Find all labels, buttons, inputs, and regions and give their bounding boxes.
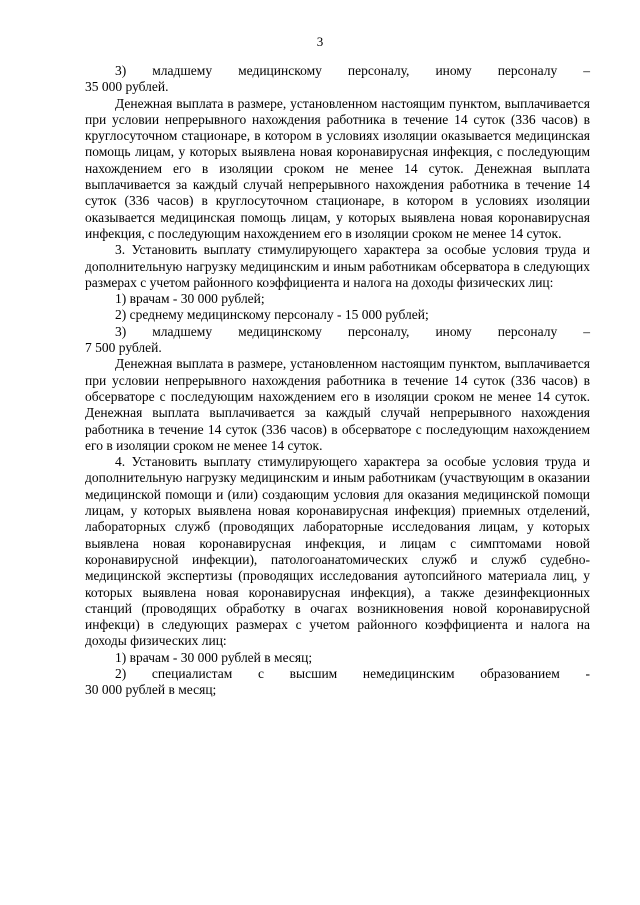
paragraph-7: 3) младшему медицинскому персоналу, иному персоналу – xyxy=(115,323,590,339)
paragraph-4: 3. Установить выплату стимулирующего характера за особые условия труда и дополнительную нагрузку медицинским и иным работникам обсерватора в следующих размерах с учетом районного коэффициента и налога на доходы физических лиц: xyxy=(85,242,590,290)
paragraph-12: 2) специалистам с высшим немедицинским образованием - xyxy=(115,665,590,681)
paragraph-2: 35 000 рублей. xyxy=(85,79,169,95)
paragraph-1: 3) младшему медицинскому персоналу, иному персоналу – xyxy=(115,63,590,78)
paragraph-6: 2) среднему медицинскому персоналу - 15 000 рублей; xyxy=(115,307,429,323)
paragraph-10: 4. Установить выплату стимулирующего характера за особые условия труда и дополнительную нагрузку медицинским и иным работникам (участвующим в оказании медицинской помощи и (или) создающим условия для оказания медицинской помощи лицам, у которых выявлена новая коронавирусная инфекция) приемных отделений, лабораторных служб (проводящих лабораторные исследования лицам, у которых выявлена новая коронавирусная инфекция, и лицам с симптомами новой коронавирусной инфекции), патологоанатомических служб и служб судебно-медицинской экспертизы (проводящих исследования аутопсийного материала лиц, у которых выявлена новая коронавирусная инфекция), а также дезинфекционных станций (проводящих обработку в очагах возникновения новой коронавирусной инфекци) в следующих размерах с учетом районного коэффициента и налога на доходы физических лиц: xyxy=(85,454,590,649)
paragraph-13: 30 000 рублей в месяц; xyxy=(85,682,217,698)
document-body xyxy=(85,63,590,699)
paragraph-5: 1) врачам - 30 000 рублей; xyxy=(115,291,265,307)
paragraph-11: 1) врачам - 30 000 рублей в месяц; xyxy=(115,649,313,665)
paragraph-8: 7 500 рублей. xyxy=(85,340,162,356)
paragraph-3: Денежная выплата в размере, установленном настоящим пунктом, выплачивается при условии непрерывного нахождения работника в течение 14 суток (336 часов) в круглосуточном стационаре, в котором в условиях изоляции оказывается медицинская помощь лицам, у которых выявлена новая коронавирусная инфекция, с последующим нахождением его в изоляции сроком не менее 14 суток. Денежная выплата выплачивается за каждый случай непрерывного нахождения работника в течение 14 суток (336 часов) в круглосуточном стационаре, в котором в условиях изоляции оказывается медицинская помощь лицам, у которых выявлена новая коронавирусная инфекция, с последующим нахождением его в изоляции сроком не менее 14 суток. xyxy=(85,95,590,241)
page-number: 3 xyxy=(316,34,324,49)
paragraph-9: Денежная выплата в размере, установленном настоящим пунктом, выплачивается при условии непрерывного нахождения работника в течение 14 суток (336 часов) в обсерваторе с последующим нахождением его в изоляции сроком не менее 14 суток. Денежная выплата выплачивается за каждый случай непрерывного нахождения работника в течение 14 суток (336 часов) в обсерваторе с последующим нахождением его в изоляции сроком не менее 14 суток. xyxy=(85,356,590,453)
